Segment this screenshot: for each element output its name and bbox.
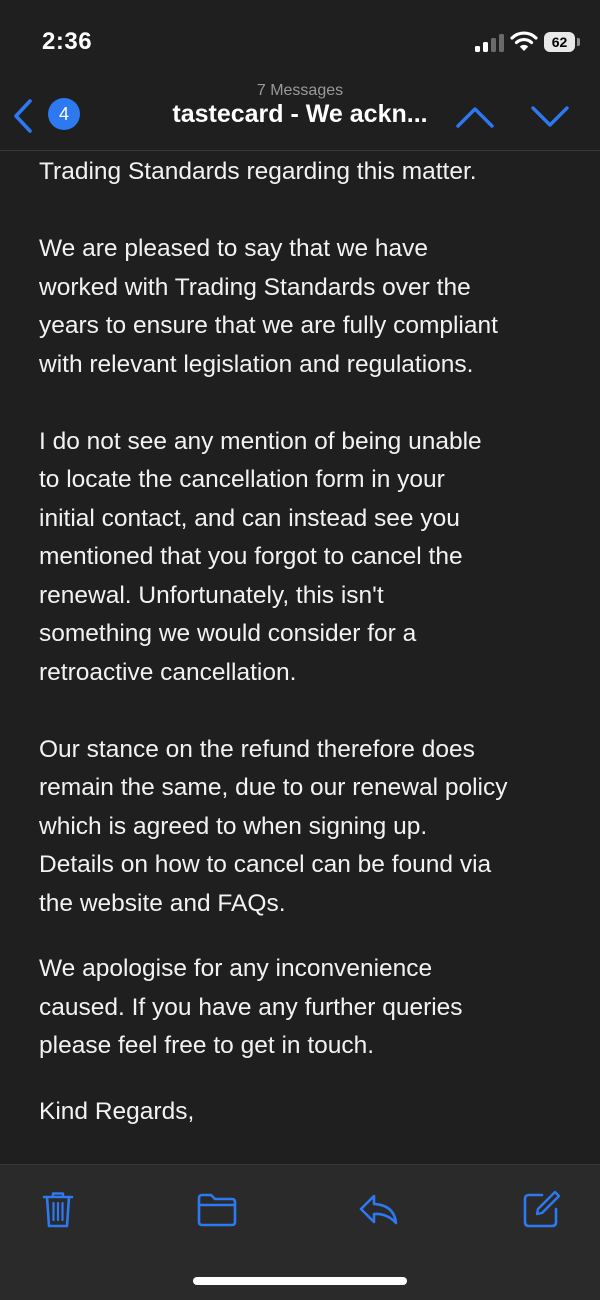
home-indicator[interactable] (193, 1277, 407, 1285)
text-line: caused. If you have any further queries (39, 993, 463, 1021)
text-line: Details on how to cancel can be found via (39, 851, 492, 878)
chevron-down-icon[interactable] (530, 102, 570, 132)
battery-nub (577, 38, 580, 46)
compose-icon[interactable] (520, 1189, 564, 1229)
text-line: to locate the cancellation form in your (39, 466, 445, 493)
text-line: with relevant legislation and regulations. (39, 350, 474, 378)
text-line: We are pleased to say that we have (39, 235, 429, 262)
signal-icon (474, 34, 504, 52)
back-button[interactable] (10, 96, 84, 136)
chevron-up-icon[interactable] (455, 102, 495, 132)
thread-title: tastecard - We ackn... (172, 100, 428, 128)
text-line: retroactive cancellation. (39, 658, 297, 686)
text-line: Our stance on the refund therefore does (39, 735, 475, 763)
battery-icon (544, 32, 580, 52)
text-line: renewal. Unfortunately, this isn't (39, 581, 384, 609)
text-line: Trading Standards regarding this matter. (39, 158, 477, 185)
nav-bar (0, 80, 600, 152)
text-line: remain the same, due to our renewal policy (39, 774, 508, 801)
text-line: which is agreed to when signing up. (39, 812, 428, 840)
text-line: Kind Regards, (39, 1097, 195, 1125)
reply-icon[interactable] (357, 1189, 401, 1229)
paragraph (39, 153, 574, 192)
trash-icon[interactable] (36, 1189, 80, 1229)
folder-icon[interactable] (195, 1189, 239, 1229)
paragraph (39, 230, 574, 384)
text-line: please feel free to get in touch. (39, 1032, 375, 1059)
paragraph (39, 731, 574, 924)
email-body (39, 153, 574, 1131)
text-line: mentioned that you forgot to cancel the (39, 543, 463, 570)
nav-divider (0, 150, 600, 151)
text-line: worked with Trading Standards over the (39, 273, 471, 301)
message-count: 7 Messages (256, 82, 344, 99)
paragraph (39, 1093, 574, 1132)
status-bar (0, 0, 600, 80)
battery-level: 62 (544, 32, 575, 52)
paragraph (39, 423, 574, 693)
text-line: years to ensure that we are fully compliant (39, 312, 498, 339)
paragraph (39, 950, 574, 1066)
status-time: 2:36 (42, 28, 93, 55)
bottom-toolbar (0, 1164, 600, 1300)
wifi-icon (510, 30, 538, 52)
text-line: the website and FAQs. (39, 889, 286, 917)
text-line: initial contact, and can instead see you (39, 504, 460, 532)
text-line: something we would consider for a (39, 620, 417, 647)
text-line: I do not see any mention of being unable (39, 427, 482, 455)
chevron-left-icon (10, 98, 36, 134)
text-line: We apologise for any inconvenience (39, 955, 433, 982)
unread-count-badge: 4 (48, 98, 80, 130)
